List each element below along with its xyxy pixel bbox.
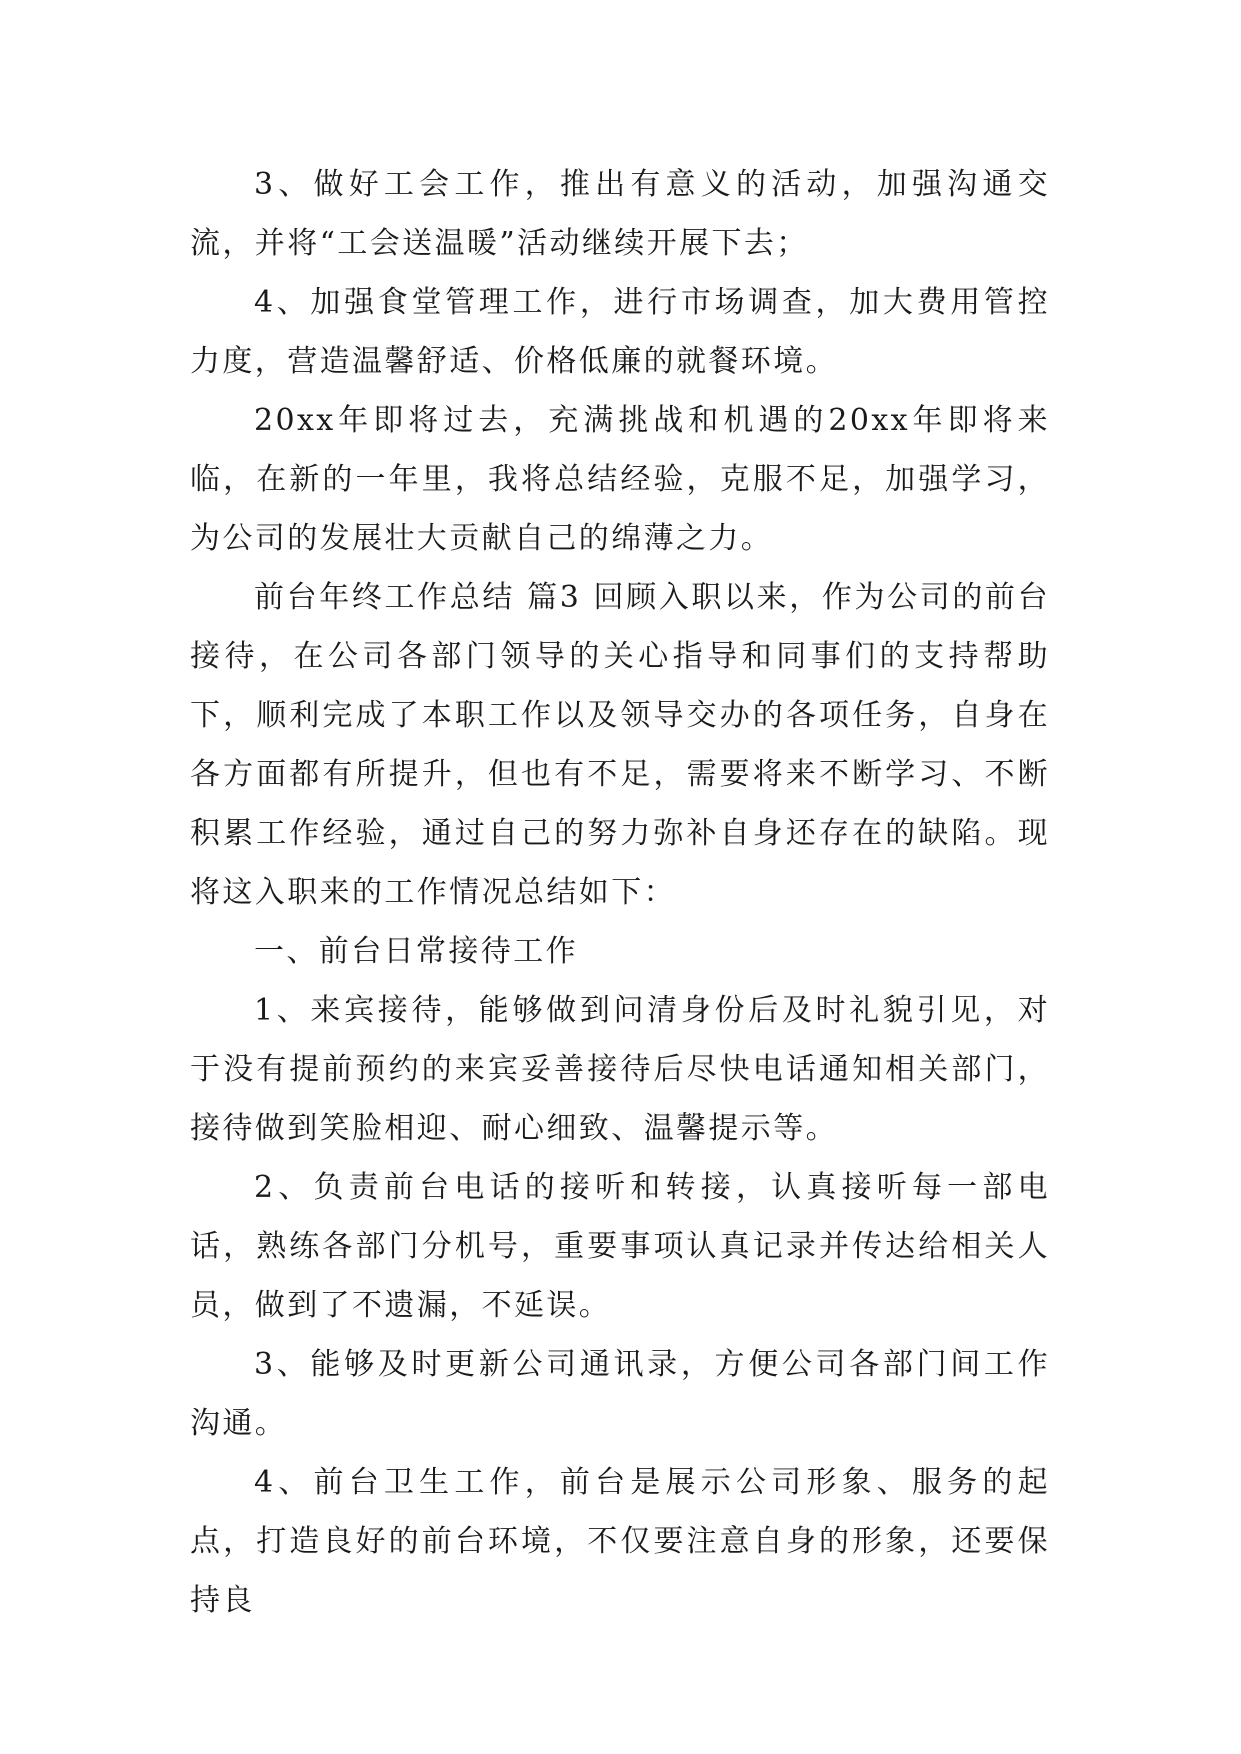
paragraph-guest-reception: 1、来宾接待，能够做到问清身份后及时礼貌引见，对于没有提前预约的来宾妥善接待后尽快电话通知相关部门，接待做到笑脸相迎、耐心细致、温馨提示等。 [190, 993, 1050, 1146]
heading-reception-work: 一、前台日常接待工作 [254, 934, 578, 969]
paragraph-canteen-management: 4、加强食堂管理工作，进行市场调查，加大费用管控力度，营造温馨舒适、价格低廉的就餐环境。 [190, 285, 1050, 379]
paragraph-year-end-outlook: 20xx年即将过去，充满挑战和机遇的20xx年即将来临，在新的一年里，我将总结经验，克服不足，加强学习，为公司的发展壮大贡献自己的绵薄之力。 [190, 403, 1050, 556]
paragraph-phone-handling: 2、负责前台电话的接听和转接，认真接听每一部电话，熟练各部门分机号，重要事项认真记录并传达给相关人员，做到了不遗漏，不延误。 [190, 1170, 1050, 1323]
paragraph-section-3-intro: 前台年终工作总结 篇3 回顾入职以来，作为公司的前台接待，在公司各部门领导的关心指导和同事们的支持帮助下，顺利完成了本职工作以及领导交办的各项任务，自身在各方面都有所提升，但也有不足，需要将来不断学习、不断积累工作经验，通过自己的努力弥补自身还存在的缺陷。现将这入职来的工作情况总结如下： [190, 580, 1050, 910]
paragraph-union-work: 3、做好工会工作，推出有意义的活动，加强沟通交流，并将“工会送温暖”活动继续开展下去； [190, 167, 1050, 261]
document-body [190, 155, 1050, 1630]
paragraph-directory-update: 3、能够及时更新公司通讯录，方便公司各部门间工作沟通。 [190, 1347, 1050, 1441]
paragraph-front-desk-hygiene: 4、前台卫生工作，前台是展示公司形象、服务的起点，打造良好的前台环境，不仅要注意自身的形象，还要保持良 [190, 1465, 1050, 1618]
